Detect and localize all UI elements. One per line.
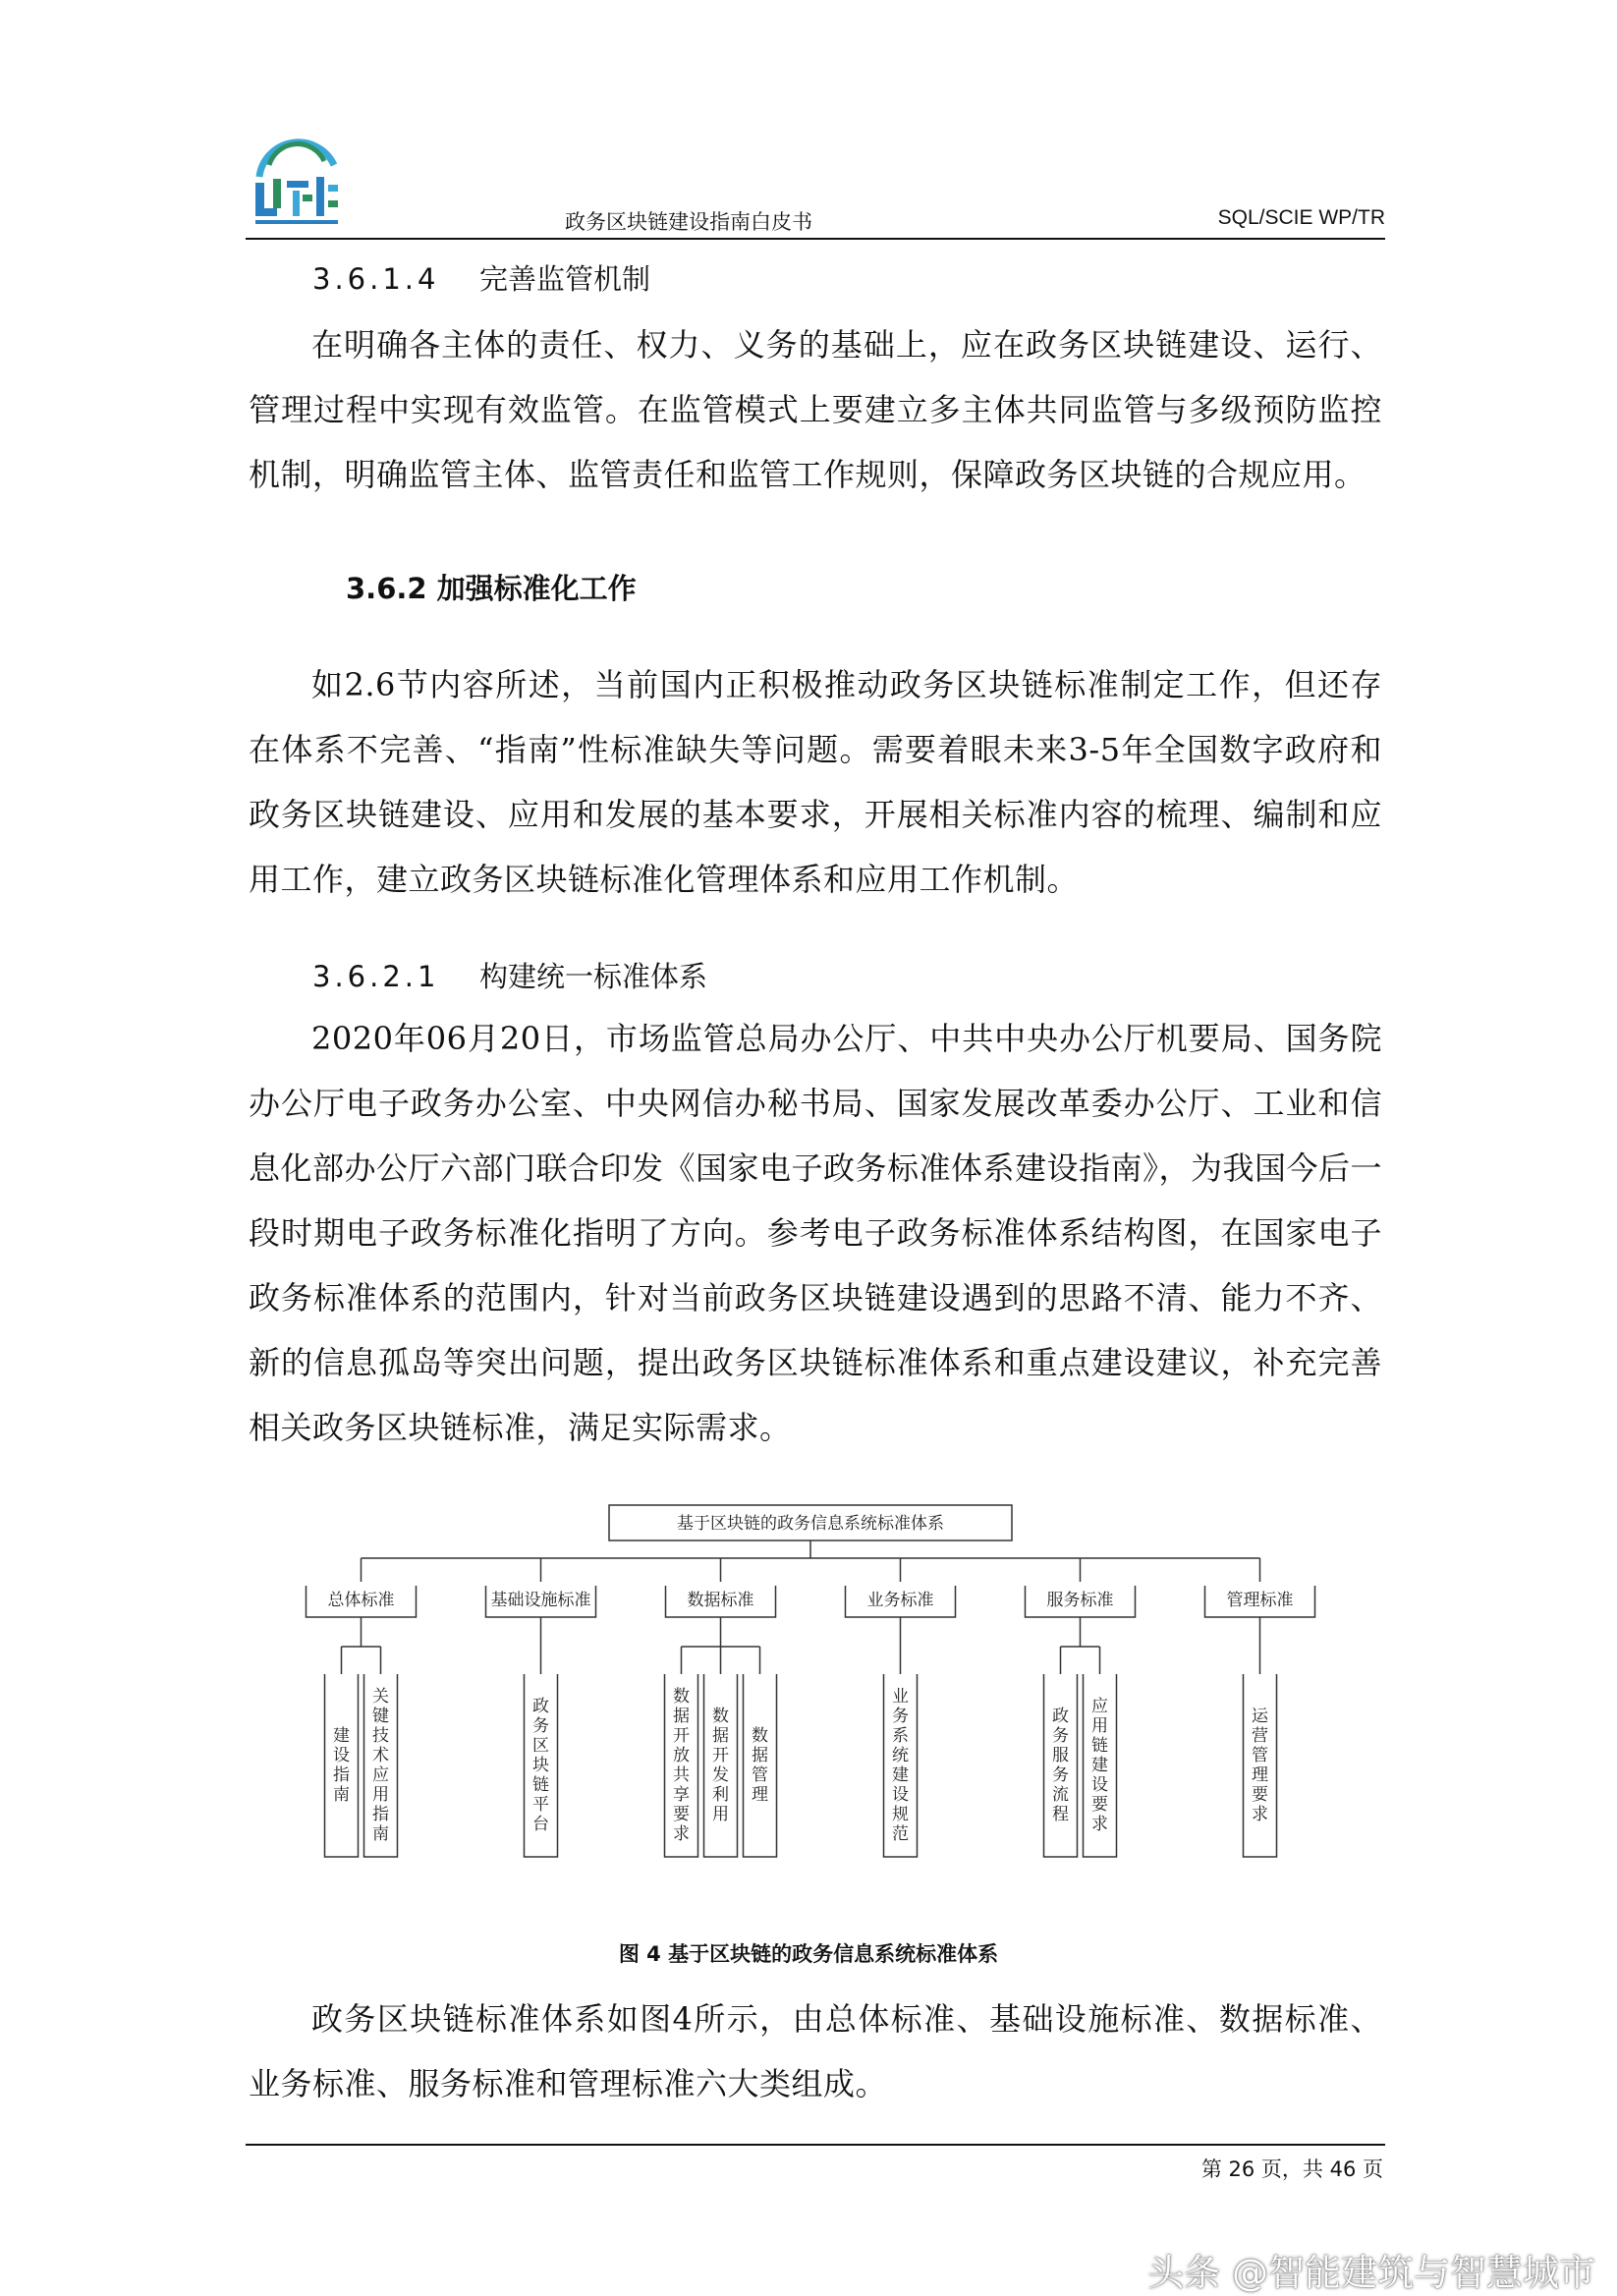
blockchain-logo-icon (242, 126, 352, 232)
paragraph-text: 在明确各主体的责任、权力、义务的基础上，应在政务区块链建设、运行、管理过程中实现有效监管。在监管模式上要建立多主体共同监管与多级预防监控机制，明确监管主体、监管责任和监管工作规则，保障政务区块链的合规应用。 (249, 326, 1382, 493)
category-label: 总体标准 (327, 1591, 395, 1610)
category-label: 数据标准 (687, 1591, 754, 1610)
standard-system-diagram (285, 1503, 1336, 1876)
header-code: SQL/SCIE WP/TR (1217, 206, 1385, 229)
child-label: 数据管理 (752, 1726, 768, 1805)
heading-number: 3.6.2.1 (312, 960, 440, 993)
heading-text: 完善监管机制 (479, 262, 651, 296)
category-label: 业务标准 (866, 1591, 934, 1610)
heading-text: 构建统一标准体系 (479, 960, 708, 993)
paragraph-text: 2020年06月20日，市场监管总局办公厅、中共中央办公厅机要局、国务院办公厅电子政务办公室、中央网信办秘书局、国家发展改革委办公厅、工业和信息化部办公厅六部门联合印发《国家电子政务标准体系建设指南》，为我国今后一段时期电子政务标准化指明了方向。参考电子政务标准体系结构图，在国家电子政务标准体系的范围内，针对当前政务区块链建设遇到的思路不清、能力不齐、新的信息孤岛等突出问题，提出政务区块链标准体系和重点建设建议，补充完善相关政务区块链标准，满足实际需求。 (249, 1020, 1383, 1446)
category-label: 服务标准 (1046, 1591, 1114, 1610)
child-label: 业务系统建设规范 (892, 1687, 909, 1844)
child-label: 建设指南 (333, 1726, 350, 1805)
paragraph-text: 政务区块链标准体系如图4所示，由总体标准、基础设施标准、数据标准、业务标准、服务标准和管理标准六大类组成。 (249, 2000, 1382, 2102)
paragraph-closing (249, 1987, 1382, 2116)
footer-rule (246, 2144, 1385, 2146)
watermark: 头条 @智能建筑与智慧城市 (1147, 2252, 1595, 2294)
child-label: 政务区块链平台 (532, 1697, 549, 1834)
heading-3-6-2: 3.6.2 加强标准化工作 (346, 572, 637, 605)
child-label: 关键技术应用指南 (372, 1687, 389, 1844)
paragraph-3-6-2-1 (249, 1006, 1382, 1460)
heading-3-6-1-4 (312, 257, 650, 298)
child-label: 数据开发利用 (712, 1707, 729, 1824)
child-label: 数据开放共享要求 (673, 1687, 690, 1844)
paragraph-3-6-1-4 (249, 312, 1382, 507)
paragraph-3-6-2 (249, 652, 1382, 912)
page-number: 第 26 页，共 46 页 (1200, 2157, 1383, 2181)
heading-3-6-2-1 (312, 955, 707, 995)
figure-caption: 图 4 基于区块链的政务信息系统标准体系 (618, 1942, 999, 1966)
header-title: 政务区块链建设指南白皮书 (565, 210, 812, 234)
root-label: 基于区块链的政务信息系统标准体系 (677, 1514, 944, 1534)
child-label: 应用链建设要求 (1091, 1697, 1108, 1834)
heading-number: 3.6.1.4 (312, 262, 440, 296)
child-label: 政务服务流程 (1052, 1707, 1069, 1824)
category-label: 管理标准 (1226, 1591, 1294, 1610)
child-label: 运营管理要求 (1252, 1707, 1268, 1824)
category-label: 基础设施标准 (490, 1591, 591, 1610)
paragraph-text: 如2.6节内容所述，当前国内正积极推动政务区块链标准制定工作，但还存在体系不完善、“指南”性标准缺失等问题。需要着眼未来3-5年全国数字政府和政务区块链建设、应用和发展的基本要求，开展相关标准内容的梳理、编制和应用工作，建立政务区块链标准化管理体系和应用工作机制。 (249, 666, 1382, 898)
header-rule (246, 238, 1385, 240)
